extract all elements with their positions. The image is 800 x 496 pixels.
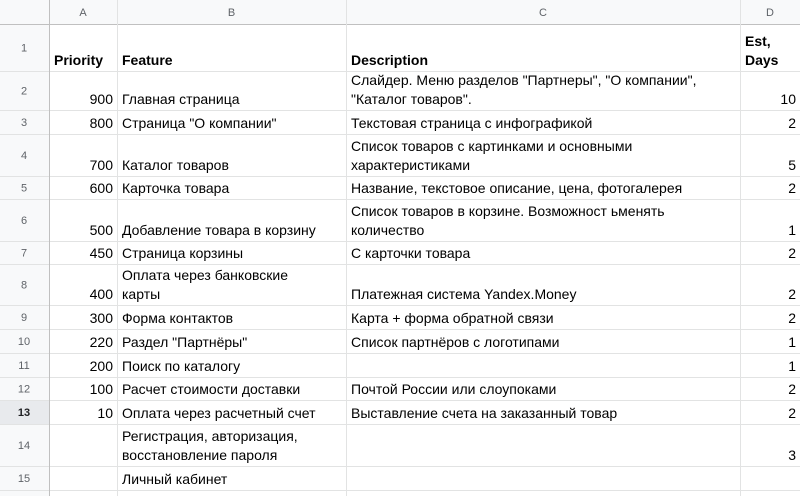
cell-text: Список товаров с картинками и основными [351,138,633,154]
priority-cell[interactable] [50,467,117,490]
description-cell[interactable] [347,306,740,329]
cell-text: Description [351,52,429,68]
row-number: 15 [17,473,31,485]
cell-text: 10 [97,405,113,421]
row-number: 10 [17,336,31,348]
row-header-5[interactable] [0,177,49,199]
cell-text: Каталог товаров [122,157,229,173]
column-header-label: D [766,7,774,19]
table-row [0,177,800,199]
cell-text: 2 [788,286,796,302]
row-number: 3 [20,117,28,129]
cell-text: Days [745,52,779,68]
days-cell[interactable] [741,306,800,329]
row-header-1[interactable] [0,25,49,71]
feature-cell[interactable] [118,177,346,199]
feature-cell[interactable] [118,135,346,176]
days-cell[interactable] [741,401,800,424]
days-cell[interactable] [741,200,800,241]
feature-cell[interactable] [118,378,346,400]
column-header-label: A [79,7,87,19]
cell-text: восстановление пароля [122,447,278,463]
feature-cell[interactable] [118,425,346,466]
row-number: 4 [20,150,28,162]
cell-text: Карта + форма обратной связи [351,310,554,326]
days-cell[interactable] [741,25,800,71]
days-cell[interactable] [741,330,800,353]
table-row [0,467,800,490]
description-cell[interactable] [347,200,740,241]
description-cell[interactable] [347,265,740,305]
row-header-10[interactable] [0,330,49,353]
cell-text: 3 [788,447,796,463]
priority-cell[interactable] [50,72,117,110]
table-row [0,378,800,400]
cell-text: С карточки товара [351,245,471,261]
cell-text: Список партнёров с логотипами [351,334,560,350]
priority-cell[interactable] [50,200,117,241]
cell-text: Регистрация, авторизация, [122,428,298,444]
cell-text: 10 [780,91,796,107]
row-header-2[interactable] [0,72,49,110]
cell-text: 2 [788,310,796,326]
feature-cell[interactable] [118,242,346,264]
row-number: 8 [20,279,28,292]
table-row [0,354,800,377]
cell-text: 2 [788,405,796,421]
table-row [0,72,800,110]
row-header-7[interactable] [0,242,49,264]
cell-text: Раздел "Партнёры" [122,334,248,350]
table-row [0,25,800,71]
priority-cell[interactable] [50,265,117,305]
cell-text: Оплата через банковские [122,267,288,283]
description-cell[interactable] [347,401,740,424]
priority-cell[interactable] [50,330,117,353]
days-cell[interactable] [741,72,800,110]
days-cell[interactable] [741,111,800,134]
feature-cell[interactable] [118,401,346,424]
description-cell[interactable] [347,72,740,110]
cell-text: Страница корзины [122,245,244,261]
description-cell[interactable] [347,25,740,71]
description-cell[interactable] [347,177,740,199]
cell-text: Est, [745,33,771,49]
column-header-label: C [539,7,547,19]
cell-text: 800 [89,115,113,131]
table-row [0,401,800,424]
cell-text: Форма контактов [122,310,234,326]
days-cell[interactable] [741,467,800,490]
priority-cell[interactable] [50,425,117,466]
row-number: 12 [17,383,31,396]
table-row [0,200,800,241]
row-header-3[interactable] [0,111,49,134]
description-cell[interactable] [347,354,740,377]
column-header-label: B [227,7,236,19]
table-row [0,265,800,305]
feature-cell[interactable] [118,72,346,110]
cell-text: 2 [788,115,796,131]
cell-text: 700 [89,157,113,173]
row-number: 7 [20,247,28,260]
cell-text: Список товаров в корзине. Возможност ьменять [351,203,665,219]
cell-text: 450 [89,245,113,261]
row-number: 13 [17,407,31,419]
column-header-d[interactable] [741,0,800,24]
description-cell[interactable] [347,330,740,353]
row-header-8[interactable] [0,265,49,305]
cell-text: 100 [89,381,113,397]
days-cell[interactable] [741,242,800,264]
cell-text: 600 [89,180,113,196]
cell-text: Почтой России или слоупоками [351,381,557,397]
table-row [0,111,800,134]
row-header-13[interactable] [0,401,49,424]
cell-text: Feature [122,52,173,68]
cell-text: 220 [89,334,113,350]
priority-cell[interactable] [50,378,117,400]
feature-cell[interactable] [118,330,346,353]
feature-cell[interactable] [118,306,346,329]
column-header-c[interactable] [347,0,740,24]
feature-cell[interactable] [118,25,346,71]
row-number: 5 [20,182,28,195]
description-cell[interactable] [347,467,740,490]
cell-text: количество [351,222,425,238]
table-row [0,330,800,353]
days-cell[interactable] [741,177,800,199]
cell-text: 5 [788,157,796,173]
priority-cell[interactable] [50,25,117,71]
row-number: 1 [20,42,28,55]
row-header-9[interactable] [0,306,49,329]
table-row [0,306,800,329]
cell-text: Выставление счета на заказанный товар [351,405,618,421]
days-cell[interactable] [741,354,800,377]
row-header-6[interactable] [0,200,49,241]
cell-text: Платежная система Yandex.Money [351,286,577,302]
cell-text: 1 [788,222,796,238]
priority-cell[interactable] [50,242,117,264]
cell-text: Слайдер. Меню разделов "Партнеры", "О компании", [351,72,697,88]
cell-text: Название, текстовое описание, цена, фотогалерея [351,180,683,196]
description-cell[interactable] [347,111,740,134]
cell-text: 2 [788,245,796,261]
row-header-15[interactable] [0,467,49,490]
priority-cell[interactable] [50,111,117,134]
column-header-b[interactable] [118,0,346,24]
cell-text: 500 [89,222,113,238]
cell-text: 2 [788,180,796,196]
cell-text: 1 [788,358,796,374]
cell-text: Личный кабинет [122,471,228,487]
cell-text: 300 [89,310,113,326]
days-cell[interactable] [741,265,800,305]
row-header-12[interactable] [0,378,49,400]
days-cell[interactable] [741,425,800,466]
cell-text: 1 [788,334,796,350]
description-cell[interactable] [347,242,740,264]
feature-cell[interactable] [118,200,346,241]
row-number: 2 [20,85,28,98]
cell-text: 400 [89,286,113,302]
row-number: 9 [20,312,28,324]
feature-cell[interactable] [118,265,346,305]
table-row [0,242,800,264]
cell-text: "Каталог товаров". [351,91,472,107]
cell-text: Оплата через расчетный счет [122,405,316,421]
table-row [0,425,800,466]
column-header-a[interactable] [50,0,117,24]
feature-cell[interactable] [118,354,346,377]
row-header-4[interactable] [0,135,49,176]
cell-text: Главная страница [122,91,240,107]
row-header-11[interactable] [0,354,49,377]
cell-text: карты [122,286,161,302]
cell-text: 900 [89,91,113,107]
row-number: 11 [18,360,30,372]
cell-text: Страница "О компании" [122,115,277,131]
priority-cell[interactable] [50,135,117,176]
cell-text: 2 [788,381,796,397]
priority-cell[interactable] [50,354,117,377]
table-row [0,135,800,176]
days-cell[interactable] [741,135,800,176]
priority-cell[interactable] [50,401,117,424]
days-cell[interactable] [741,378,800,400]
description-cell[interactable] [347,378,740,400]
priority-cell[interactable] [50,306,117,329]
priority-cell[interactable] [50,177,117,199]
feature-cell[interactable] [118,467,346,490]
cell-text: Текстовая страница с инфографикой [351,115,593,131]
cell-text: 200 [89,358,113,374]
cell-text: Добавление товара в корзину [122,222,316,238]
cell-text: Поиск по каталогу [122,358,241,374]
description-cell[interactable] [347,135,740,176]
cell-text: характеристиками [351,157,471,173]
feature-cell[interactable] [118,111,346,134]
row-number: 14 [17,440,31,452]
cell-text: Расчет стоимости доставки [122,381,301,397]
row-header-14[interactable] [0,425,49,466]
row-number: 6 [20,215,28,227]
cell-text: Priority [54,52,104,68]
cell-text: Карточка товара [122,180,230,196]
description-cell[interactable] [347,425,740,466]
